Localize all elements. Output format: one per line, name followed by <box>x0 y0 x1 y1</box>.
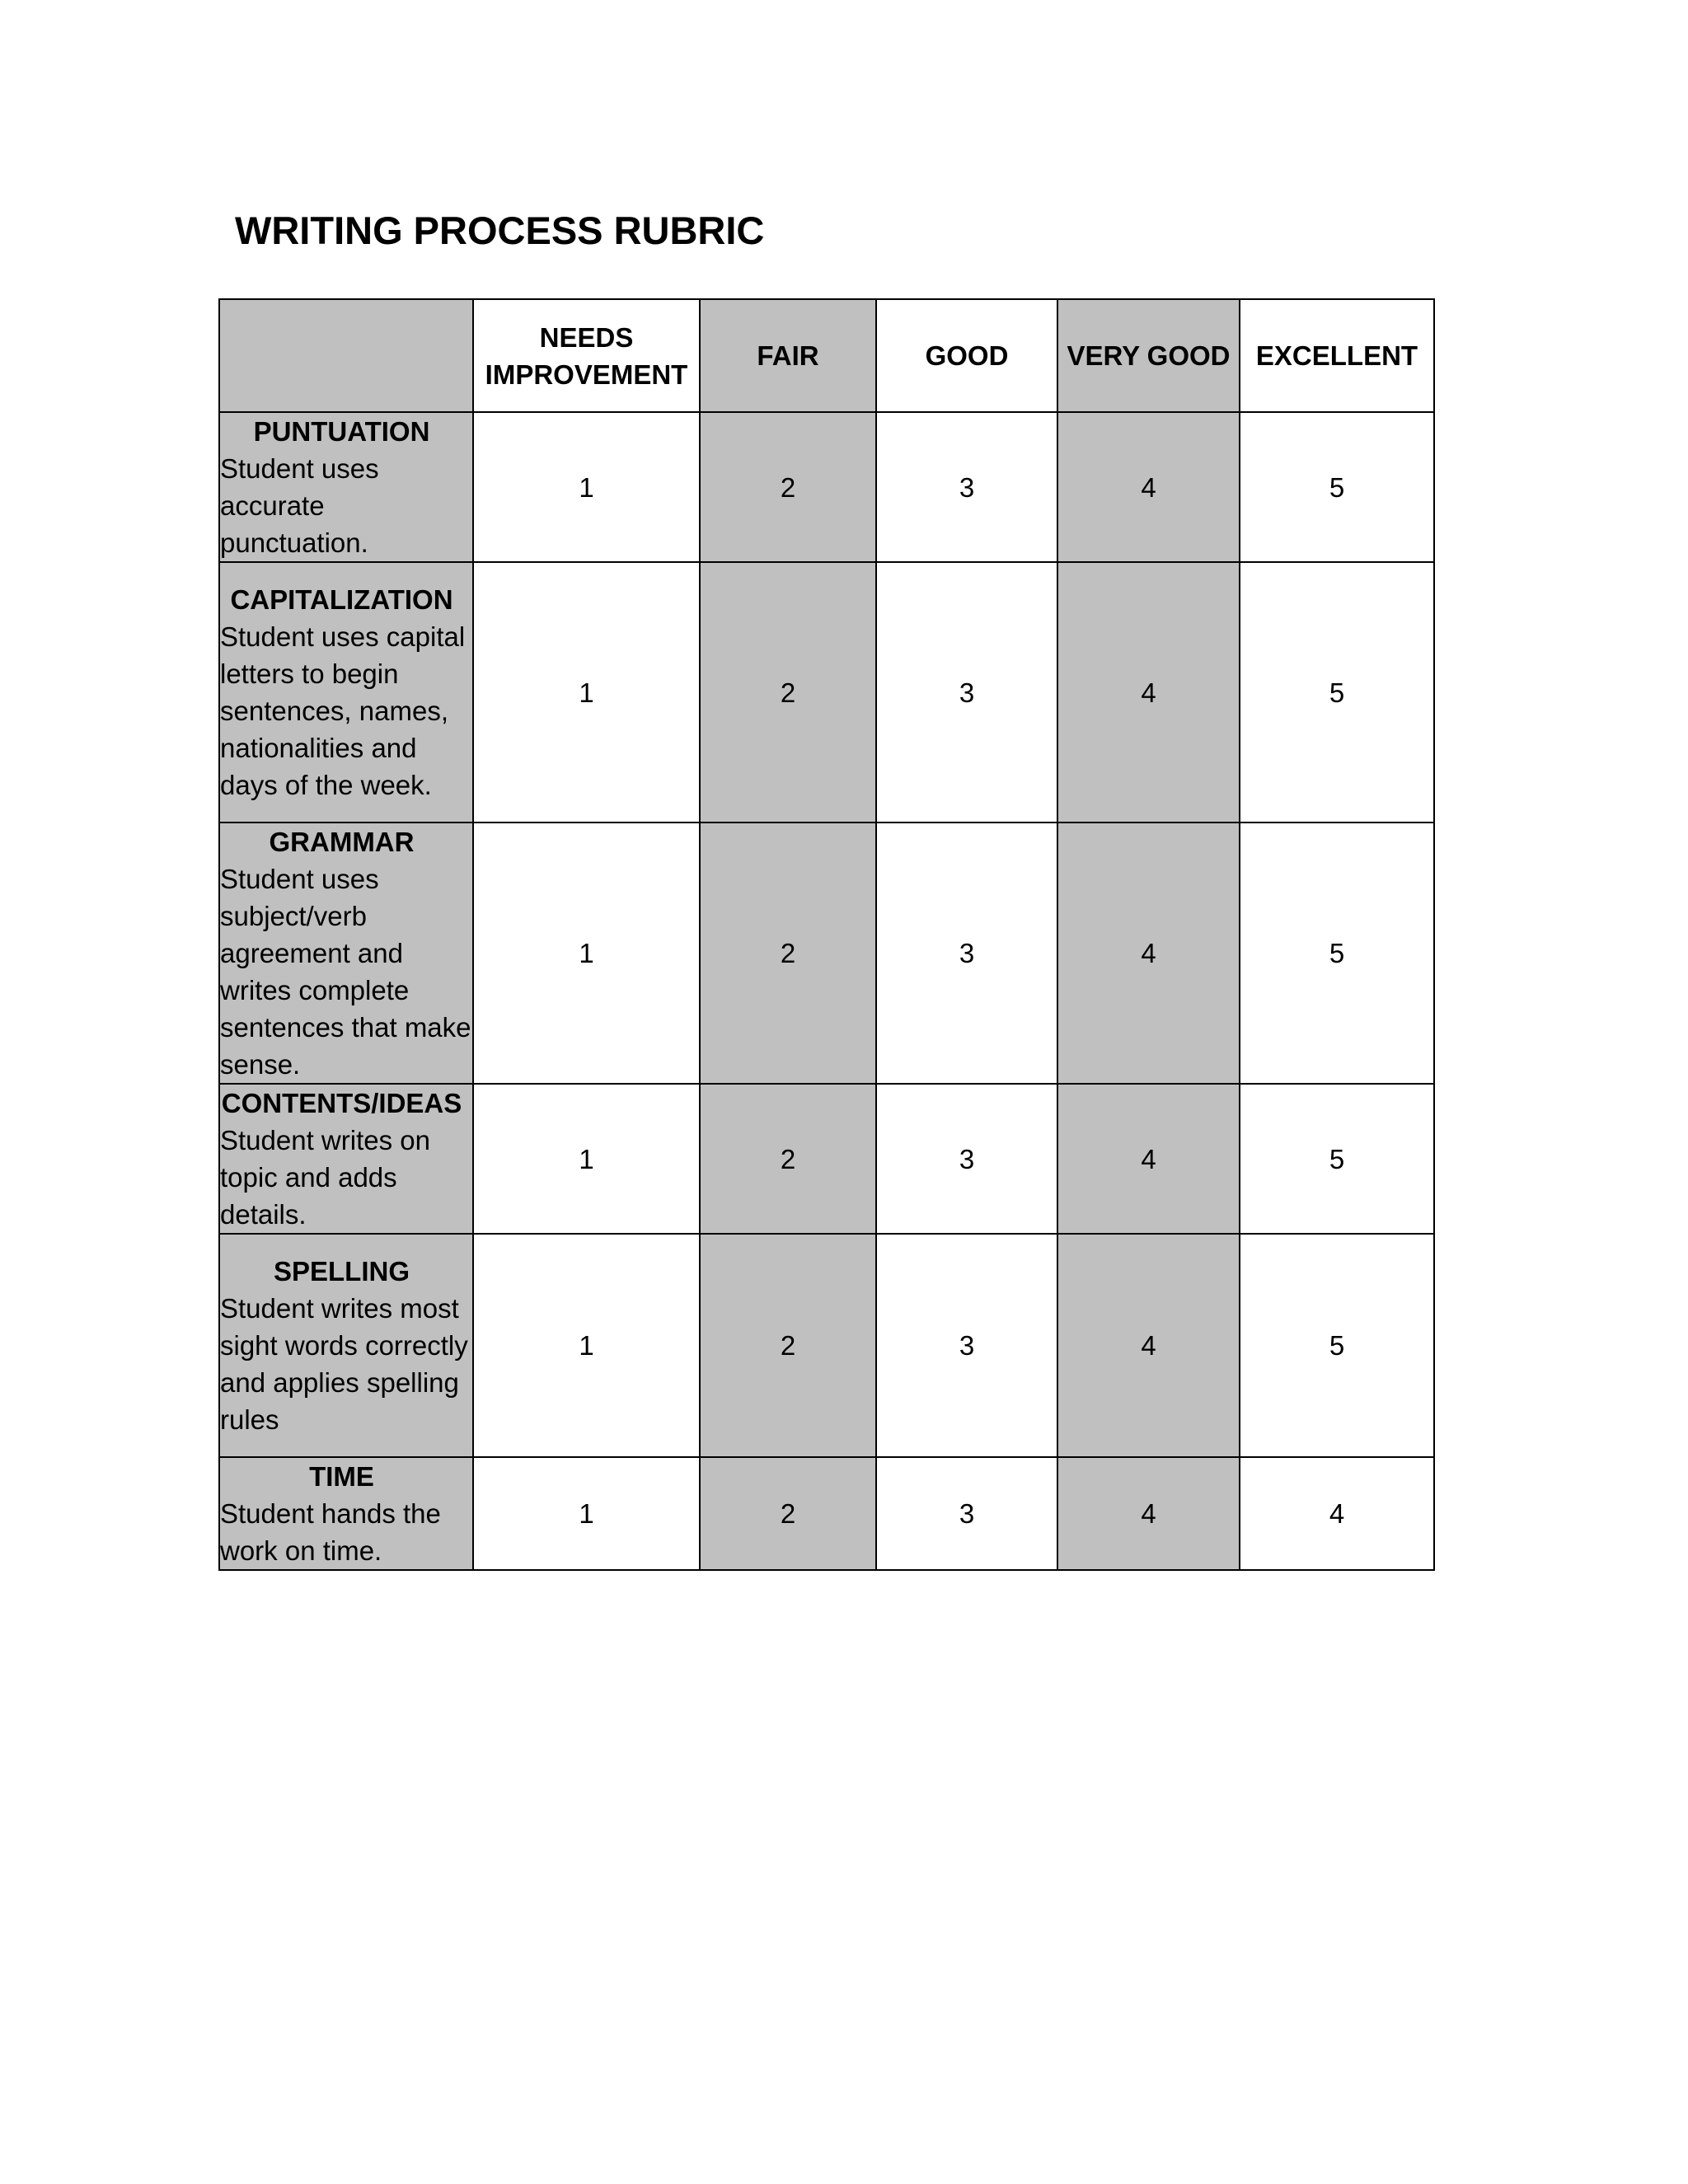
criterion-name: TIME <box>309 1461 374 1492</box>
score-cell: 2 <box>700 823 876 1084</box>
header-fair: FAIR <box>700 299 876 412</box>
score-cell: 2 <box>700 1457 876 1570</box>
criterion-cell <box>219 412 473 562</box>
score-cell: 1 <box>473 823 700 1084</box>
score-cell: 4 <box>1057 412 1240 562</box>
score-cell: 4 <box>1057 823 1240 1084</box>
criterion-description: Student hands the work on time. <box>220 1498 441 1566</box>
score-cell: 4 <box>1057 1234 1240 1457</box>
table-row <box>219 562 1434 823</box>
score-cell: 3 <box>876 412 1057 562</box>
criterion-description: Student writes most sight words correctly and applies spelling rules <box>220 1293 468 1435</box>
criterion-name: GRAMMAR <box>269 827 415 857</box>
page-title: WRITING PROCESS RUBRIC <box>235 209 765 252</box>
score-cell: 4 <box>1057 562 1240 823</box>
score-cell: 2 <box>700 412 876 562</box>
score-cell: 5 <box>1240 1084 1434 1234</box>
score-cell: 3 <box>876 1234 1057 1457</box>
criterion-cell <box>219 823 473 1084</box>
score-cell: 1 <box>473 412 700 562</box>
header-corner-cell <box>219 299 473 412</box>
score-cell: 3 <box>876 823 1057 1084</box>
header-needs-improvement: NEEDS IMPROVEMENT <box>473 299 700 412</box>
score-cell: 3 <box>876 562 1057 823</box>
score-cell: 1 <box>473 1234 700 1457</box>
header-good: GOOD <box>876 299 1057 412</box>
score-cell: 4 <box>1057 1457 1240 1570</box>
rubric-table <box>218 298 1435 1571</box>
score-cell: 5 <box>1240 1234 1434 1457</box>
criterion-name: SPELLING <box>273 1256 410 1286</box>
criterion-name: PUNTUATION <box>253 416 430 447</box>
header-very-good: VERY GOOD <box>1057 299 1240 412</box>
criterion-cell <box>219 1457 473 1570</box>
score-cell: 3 <box>876 1084 1057 1234</box>
score-cell: 5 <box>1240 412 1434 562</box>
score-cell: 5 <box>1240 823 1434 1084</box>
table-row <box>219 823 1434 1084</box>
criterion-name: CAPITALIZATION <box>230 584 453 615</box>
criterion-description: Student uses capital letters to begin sentences, names, nationalities and days of the week. <box>220 621 466 800</box>
criterion-cell <box>219 1084 473 1234</box>
criterion-name: CONTENTS/IDEAS <box>221 1088 462 1118</box>
header-row <box>219 299 1434 412</box>
criterion-cell <box>219 1234 473 1457</box>
criterion-cell <box>219 562 473 823</box>
score-cell: 2 <box>700 562 876 823</box>
table-row <box>219 412 1434 562</box>
table-row <box>219 1457 1434 1570</box>
score-cell: 2 <box>700 1084 876 1234</box>
header-excellent: EXCELLENT <box>1240 299 1434 412</box>
table-row <box>219 1084 1434 1234</box>
score-cell: 1 <box>473 1084 700 1234</box>
score-cell: 1 <box>473 562 700 823</box>
table-row <box>219 1234 1434 1457</box>
criterion-description: Student uses accurate punctuation. <box>220 453 379 558</box>
score-cell: 1 <box>473 1457 700 1570</box>
criterion-description: Student writes on topic and adds details. <box>220 1125 430 1230</box>
score-cell: 3 <box>876 1457 1057 1570</box>
score-cell: 4 <box>1057 1084 1240 1234</box>
score-cell: 4 <box>1240 1457 1434 1570</box>
score-cell: 5 <box>1240 562 1434 823</box>
score-cell: 2 <box>700 1234 876 1457</box>
criterion-description: Student uses subject/verb agreement and writes complete sentences that make sense. <box>220 864 471 1080</box>
